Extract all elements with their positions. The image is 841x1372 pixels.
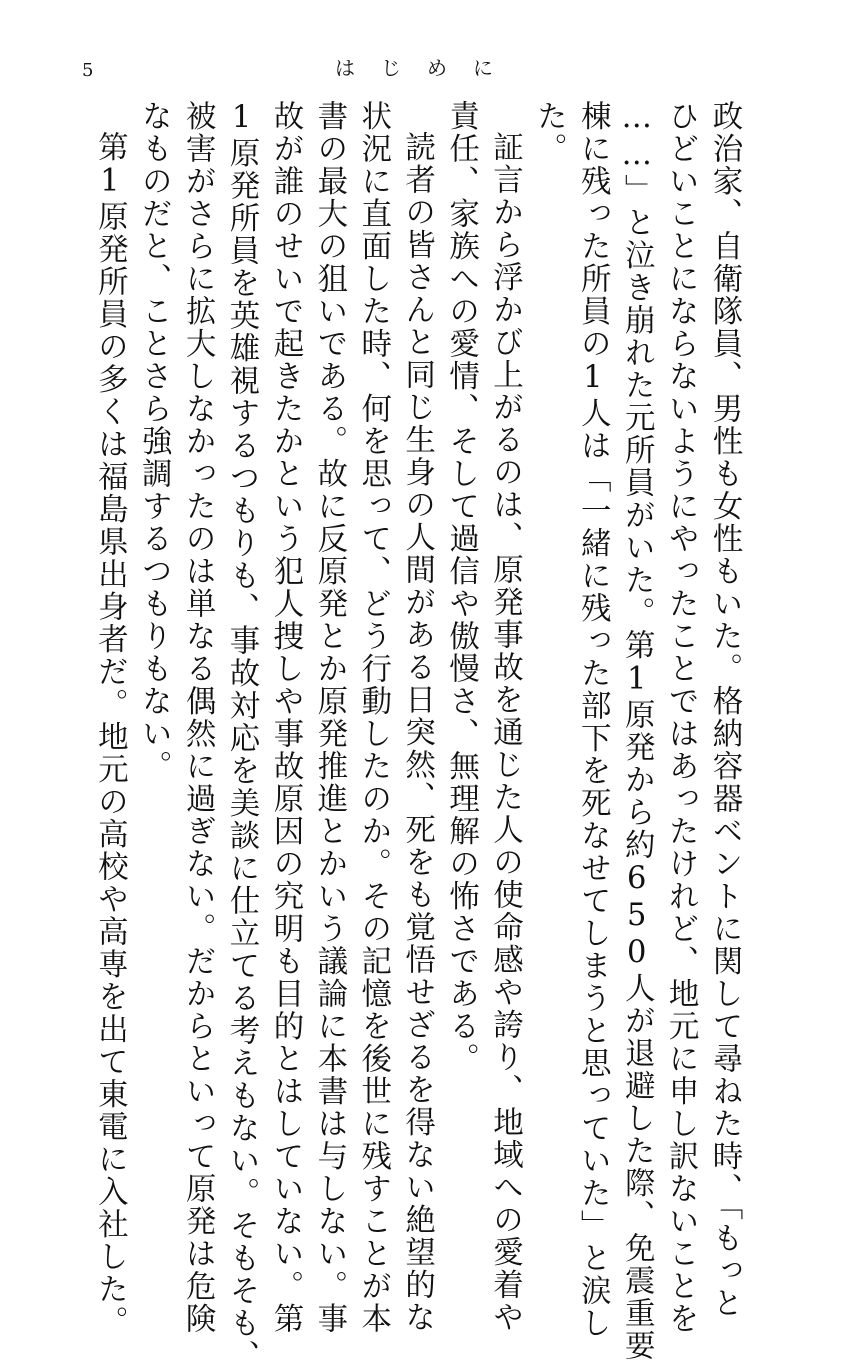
running-head: はじめに <box>335 56 519 80</box>
text-line-2: ひどいことにならないようにやったことではあったけれど、地元に申し訳ないことを <box>663 100 699 1335</box>
text-line-3: ……」と泣き崩れた元所員がいた。第1原発から約650人が退避した際、免震重要 <box>619 100 655 1362</box>
text-line-12: 1原発所員を英雄視するつもりも、事故対応を美談に仕立てる考えもない。そもそも、 <box>224 100 260 1372</box>
text-line-8: 読者の皆さんと同じ生身の人間がある日突然、死をも覚悟せざるを得ない絶望的な <box>399 130 435 1333</box>
text-line-4: 棟に残った所員の1人は「一緒に残った部下を死なせてしまうと思っていた」と涙し <box>575 100 611 1340</box>
text-line-9: 状況に直面した時、何を思って、どう行動したのか。その記憶を後世に残すことが本 <box>355 100 391 1335</box>
text-line-11: 故が誰のせいで起きたかという犯人捜しや事故原因の究明も目的とはしていない。第 <box>267 100 303 1335</box>
page-number: 5 <box>82 60 94 81</box>
text-line-15: 第1原発所員の多くは福島県出身者だ。地元の高校や高専を出て東電に入社した。 <box>92 130 128 1338</box>
body-text <box>87 100 746 1372</box>
text-line-1: 政治家、自衛隊員、男性も女性もいた。格納容器ベントに関して尋ねた時、「もっと <box>707 100 742 1320</box>
text-line-5: た。 <box>531 100 567 165</box>
text-line-7: 責任、家族への愛情、そして過信や傲慢さ、無理解の怖さである。 <box>443 100 479 1075</box>
text-line-10: 書の最大の狙いである。故に反原発とか原発推進とかいう議論に本書は与しない。事 <box>311 100 347 1335</box>
text-line-13: 被害がさらに拡大しなかったのは単なる偶然に過ぎない。だからといって原発は危険 <box>180 100 216 1335</box>
text-line-6: 証言から浮かび上がるのは、原発事故を通じた人の使命感や誇り、地域への愛着や <box>487 130 523 1333</box>
text-line-14: なものだと、ことさら強調するつもりもない。 <box>136 100 172 783</box>
